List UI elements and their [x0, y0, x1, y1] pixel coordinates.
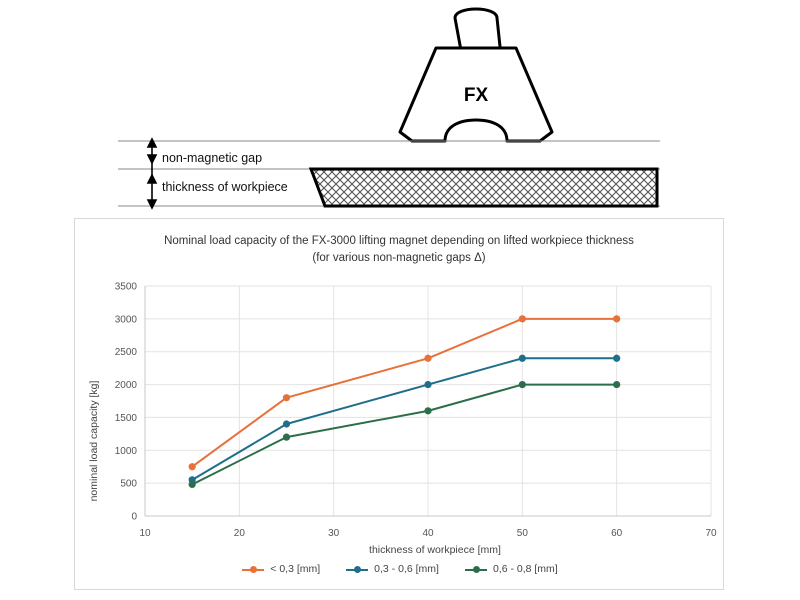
- gridlines: [145, 286, 711, 516]
- legend-label: < 0,3 [mm]: [270, 563, 321, 575]
- legend-item[interactable]: [346, 563, 439, 575]
- legend-item[interactable]: [465, 563, 558, 575]
- series-line: [192, 319, 617, 467]
- series-point: [613, 381, 620, 388]
- series-point: [424, 408, 431, 415]
- series-point: [283, 434, 290, 441]
- series-point: [613, 355, 620, 362]
- y-tick-label: 1000: [114, 446, 137, 458]
- chart-title: [75, 219, 723, 266]
- y-tick-label: 3500: [114, 281, 137, 293]
- y-tick-label: 500: [120, 478, 137, 490]
- lifting-magnet-diagram: [0, 0, 800, 215]
- chart-card: [74, 218, 724, 590]
- workpiece-shape: [311, 169, 657, 206]
- chart-legend: [75, 563, 725, 575]
- legend-marker-icon: [465, 564, 487, 574]
- y-tick-label: 2000: [114, 380, 137, 392]
- legend-marker-icon: [346, 564, 368, 574]
- chart-title-line-1: Nominal load capacity of the FX-3000 lifting magnet depending on lifted workpiece thickness: [164, 235, 634, 247]
- x-tick-label: 40: [422, 528, 434, 540]
- y-tick-label: 2500: [114, 347, 137, 359]
- x-tick-label: 30: [328, 528, 340, 540]
- thickness-of-workpiece-label: thickness of workpiece: [162, 180, 288, 194]
- legend-label: 0,6 - 0,8 [mm]: [492, 563, 558, 575]
- x-axis-title: thickness of workpiece [mm]: [369, 544, 501, 557]
- non-magnetic-gap-label: non-magnetic gap: [162, 151, 263, 165]
- y-tick-label: 0: [131, 511, 137, 523]
- series-line: [192, 385, 617, 485]
- chart-title-line-2: (for various non-magnetic gaps Δ): [312, 251, 486, 264]
- series-point: [189, 463, 196, 470]
- plot-area: [75, 266, 725, 566]
- y-tick-label: 1500: [114, 413, 137, 425]
- series-point: [519, 355, 526, 362]
- data-series: [189, 316, 621, 489]
- series-point: [519, 316, 526, 323]
- series-point: [283, 394, 290, 401]
- x-tick-label: 10: [139, 528, 151, 540]
- magnet-body-shape: [400, 9, 552, 141]
- series-point: [424, 355, 431, 362]
- legend-label: 0,3 - 0,6 [mm]: [374, 563, 439, 575]
- x-tick-label: 20: [233, 528, 245, 540]
- series-point: [283, 421, 290, 428]
- x-tick-label: 70: [705, 528, 717, 540]
- x-tick-label: 60: [611, 528, 623, 540]
- y-tick-labels: [115, 282, 138, 523]
- x-tick-labels: [139, 528, 717, 539]
- dimension-arrows: [148, 139, 156, 208]
- series-point: [189, 481, 196, 488]
- y-tick-label: 3000: [114, 314, 137, 326]
- magnet-model-label: FX: [463, 85, 489, 106]
- legend-item[interactable]: [242, 563, 320, 575]
- series-point: [519, 381, 526, 388]
- y-axis-title: nominal load capacity [kg]: [88, 380, 100, 502]
- x-tick-label: 50: [516, 528, 528, 540]
- legend-marker-icon: [242, 564, 264, 574]
- series-point: [613, 316, 620, 323]
- series-point: [424, 381, 431, 388]
